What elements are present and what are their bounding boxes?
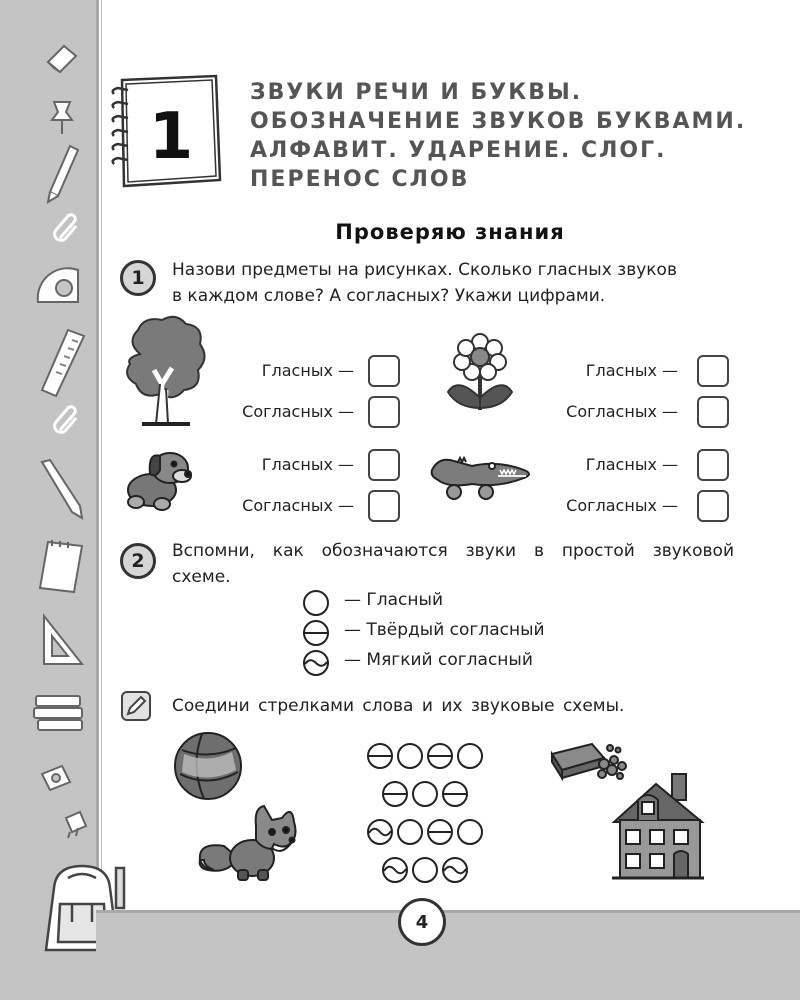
task-number-badge: 2 [120, 543, 156, 579]
protractor-icon [34, 262, 88, 310]
consonants-label: Согласных — [242, 402, 354, 421]
crocodile-picture [428, 450, 536, 506]
empty-circle-icon [413, 858, 437, 882]
task3-text: Соедини стрелками слова и их звуковые схемы. [172, 696, 625, 716]
bottom-border [96, 910, 800, 913]
chapter-title-line: ОБОЗНАЧЕНИЕ ЗВУКОВ БУКВАМИ. [250, 109, 747, 134]
fox-picture [194, 798, 304, 884]
chapter-title [250, 78, 770, 194]
line-circle-icon [443, 782, 467, 806]
vowel-count-box[interactable] [368, 449, 400, 481]
ruler-icon [38, 328, 88, 398]
chapter-number: 1 [148, 100, 194, 174]
consonants-label: Согласных — [242, 496, 354, 515]
consonants-label: Согласных — [566, 496, 678, 515]
set-square-icon [36, 612, 86, 668]
page-number: 4 [398, 898, 446, 946]
sound-schemes [330, 738, 520, 890]
task2-text [172, 538, 734, 590]
empty-circle-icon [458, 820, 482, 844]
paperclip-icon [52, 404, 82, 436]
legend-text: — Гласный [344, 590, 443, 610]
line-circle-icon [428, 744, 452, 768]
vowel-count-box[interactable] [697, 355, 729, 387]
sidebar-border [96, 0, 99, 1000]
ball-picture [172, 730, 244, 802]
notepad-icon [36, 536, 86, 596]
line-circle-icon [428, 820, 452, 844]
wave-circle-icon [443, 858, 467, 882]
task1-text [172, 257, 677, 309]
line-circle-icon [302, 619, 330, 647]
vowels-label: Гласных — [585, 361, 678, 380]
consonant-count-box[interactable] [697, 490, 729, 522]
pencil-icon [36, 458, 86, 520]
wave-circle-icon [302, 649, 330, 677]
pushpin-icon [44, 96, 80, 136]
vowels-label: Гласных — [261, 455, 354, 474]
eraser-icon [44, 40, 80, 76]
tree-picture [120, 314, 210, 430]
empty-circle-icon [398, 744, 422, 768]
empty-circle-icon [302, 589, 330, 617]
wave-circle-icon [383, 858, 407, 882]
task2-line: схеме. [172, 567, 231, 587]
vowels-label: Гласных — [261, 361, 354, 380]
task-number-badge: 1 [120, 260, 156, 296]
wave-circle-icon [368, 820, 392, 844]
vowel-count-box[interactable] [368, 355, 400, 387]
legend-text: — Мягкий согласный [344, 650, 533, 670]
line-circle-icon [368, 744, 392, 768]
task1-line: Назови предметы на рисунках. Сколько гласных звуков [172, 260, 677, 280]
flower-picture [444, 332, 516, 416]
consonant-count-box[interactable] [368, 396, 400, 428]
chapter-title-line: АЛФАВИТ. УДАРЕНИЕ. СЛОГ. [250, 138, 667, 163]
task2-line: Вспомни, как обозначаются звуки в простой звуковой [172, 541, 734, 561]
sidebar-border-inner [101, 0, 102, 1000]
house-picture [608, 770, 708, 882]
consonant-count-box[interactable] [697, 396, 729, 428]
dog-picture [122, 444, 198, 514]
pencil-task-icon [120, 690, 152, 722]
line-circle-icon [383, 782, 407, 806]
consonants-label: Согласных — [566, 402, 678, 421]
books-icon [30, 690, 90, 740]
section-heading: Проверяю знания [335, 220, 565, 244]
chapter-title-line: ЗВУКИ РЕЧИ И БУКВЫ. [250, 80, 583, 105]
chapter-title-line: ПЕРЕНОС СЛОВ [250, 167, 470, 192]
empty-circle-icon [413, 782, 437, 806]
pen-icon [44, 144, 80, 204]
consonant-count-box[interactable] [368, 490, 400, 522]
task1-line: в каждом слове? А согласных? Укажи цифрами. [172, 286, 606, 306]
empty-circle-icon [458, 744, 482, 768]
bottom-band [96, 912, 800, 1000]
empty-circle-icon [398, 820, 422, 844]
vowel-count-box[interactable] [697, 449, 729, 481]
clip-icon [60, 808, 90, 840]
sharpener-icon [36, 762, 76, 798]
chapter-notebook-icon [108, 72, 228, 192]
vowels-label: Гласных — [585, 455, 678, 474]
legend-text: — Твёрдый согласный [344, 620, 545, 640]
